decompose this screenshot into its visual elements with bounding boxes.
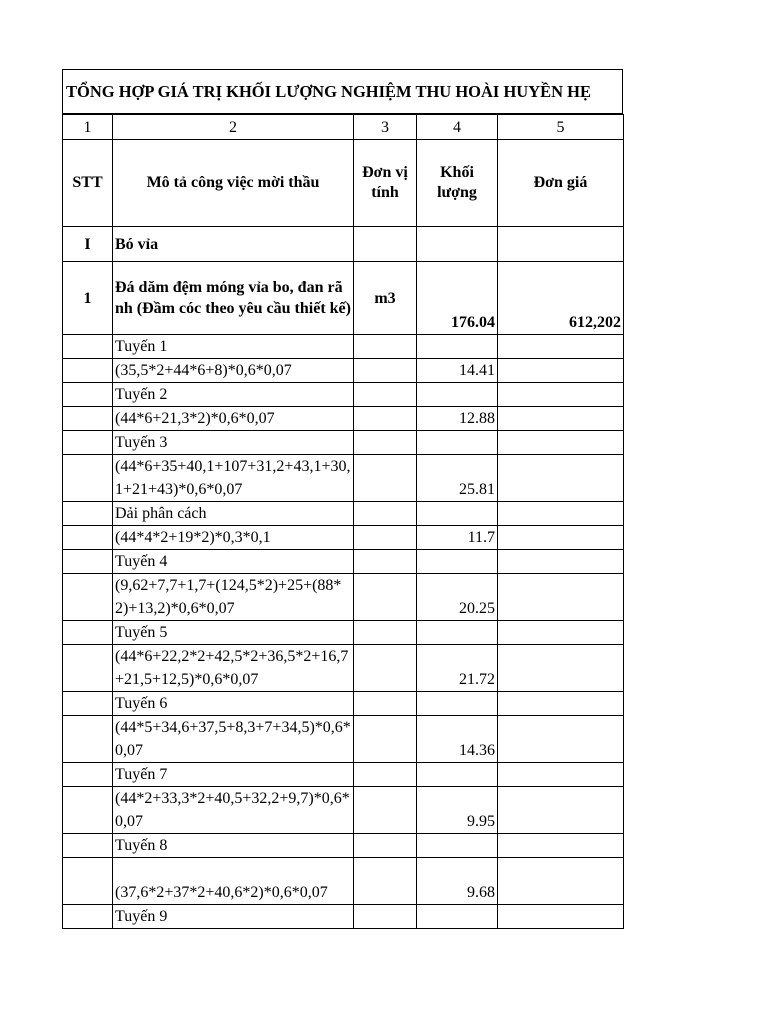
row-description: (44*6+21,3*2)*0,6*0,07 bbox=[113, 407, 354, 431]
row-description: Tuyến 4 bbox=[113, 550, 354, 574]
row-quantity bbox=[417, 335, 498, 359]
empty-cell bbox=[354, 787, 417, 834]
table-row bbox=[63, 645, 624, 692]
empty-cell bbox=[354, 359, 417, 383]
section-name: Bó vỉa bbox=[113, 227, 354, 262]
table-row bbox=[63, 905, 624, 929]
item-description: Đá dăm đệm móng vỉa bo, đan rãnh (Đầm cóc theo yêu cầu thiết kế) bbox=[113, 262, 354, 335]
empty-cell bbox=[354, 763, 417, 787]
table-row bbox=[63, 502, 624, 526]
table-row bbox=[63, 858, 624, 905]
empty-cell bbox=[63, 574, 113, 621]
empty-cell bbox=[354, 502, 417, 526]
sheet-title: TỔNG HỢP GIÁ TRỊ KHỐI LƯỢNG NGHIỆM THU HOÀI HUYỀN HẸ bbox=[62, 69, 623, 114]
column-number: 2 bbox=[113, 115, 354, 140]
empty-cell bbox=[498, 407, 624, 431]
row-description: (35,5*2+44*6+8)*0,6*0,07 bbox=[113, 359, 354, 383]
row-description: Dải phân cách bbox=[113, 502, 354, 526]
row-description: (44*2+33,3*2+40,5+32,2+9,7)*0,6*0,07 bbox=[113, 787, 354, 834]
table-row bbox=[63, 455, 624, 502]
row-quantity: 25.81 bbox=[417, 455, 498, 502]
row-description: Tuyến 5 bbox=[113, 621, 354, 645]
row-quantity: 14.36 bbox=[417, 716, 498, 763]
empty-cell bbox=[498, 550, 624, 574]
empty-cell bbox=[63, 359, 113, 383]
empty-cell bbox=[354, 455, 417, 502]
row-description: (44*6+22,2*2+42,5*2+36,5*2+16,7+21,5+12,5)*0,6*0,07 bbox=[113, 645, 354, 692]
empty-cell bbox=[498, 431, 624, 455]
table-row bbox=[63, 550, 624, 574]
empty-cell bbox=[498, 335, 624, 359]
header-unit-price: Đơn giá bbox=[498, 140, 624, 227]
item-unit: m3 bbox=[354, 262, 417, 335]
empty-cell bbox=[498, 227, 624, 262]
row-description: Tuyến 3 bbox=[113, 431, 354, 455]
row-quantity: 12.88 bbox=[417, 407, 498, 431]
empty-cell bbox=[63, 431, 113, 455]
row-quantity bbox=[417, 550, 498, 574]
item-row bbox=[63, 262, 624, 335]
empty-cell bbox=[498, 692, 624, 716]
row-description: (37,6*2+37*2+40,6*2)*0,6*0,07 bbox=[113, 858, 354, 905]
column-number: 4 bbox=[417, 115, 498, 140]
row-quantity bbox=[417, 431, 498, 455]
table-row bbox=[63, 407, 624, 431]
row-quantity: 14.41 bbox=[417, 359, 498, 383]
row-description: Tuyến 8 bbox=[113, 834, 354, 858]
row-quantity bbox=[417, 763, 498, 787]
empty-cell bbox=[354, 383, 417, 407]
empty-cell bbox=[354, 716, 417, 763]
row-quantity: 21.72 bbox=[417, 645, 498, 692]
item-stt: 1 bbox=[63, 262, 113, 335]
empty-cell bbox=[63, 787, 113, 834]
row-quantity bbox=[417, 834, 498, 858]
row-quantity bbox=[417, 692, 498, 716]
empty-cell bbox=[498, 763, 624, 787]
empty-cell bbox=[498, 383, 624, 407]
empty-cell bbox=[63, 407, 113, 431]
empty-cell bbox=[498, 787, 624, 834]
table-row bbox=[63, 383, 624, 407]
empty-cell bbox=[498, 574, 624, 621]
row-quantity bbox=[417, 502, 498, 526]
empty-cell bbox=[63, 834, 113, 858]
table-row bbox=[63, 621, 624, 645]
empty-cell bbox=[63, 858, 113, 905]
empty-cell bbox=[63, 550, 113, 574]
table-row bbox=[63, 359, 624, 383]
table-row bbox=[63, 431, 624, 455]
column-number: 5 bbox=[498, 115, 624, 140]
column-number-row bbox=[63, 115, 624, 140]
column-number: 3 bbox=[354, 115, 417, 140]
row-quantity bbox=[417, 621, 498, 645]
empty-cell bbox=[498, 526, 624, 550]
empty-cell bbox=[354, 407, 417, 431]
table-row bbox=[63, 763, 624, 787]
header-stt: STT bbox=[63, 140, 113, 227]
table-row bbox=[63, 335, 624, 359]
row-description: Tuyến 1 bbox=[113, 335, 354, 359]
table-row bbox=[63, 716, 624, 763]
empty-cell bbox=[354, 335, 417, 359]
empty-cell bbox=[498, 359, 624, 383]
header-row bbox=[63, 140, 624, 227]
header-unit: Đơn vị tính bbox=[354, 140, 417, 227]
row-quantity: 9.95 bbox=[417, 787, 498, 834]
empty-cell bbox=[417, 227, 498, 262]
empty-cell bbox=[63, 716, 113, 763]
row-description: (44*4*2+19*2)*0,3*0,1 bbox=[113, 526, 354, 550]
row-description: (9,62+7,7+1,7+(124,5*2)+25+(88*2)+13,2)*0,6*0,07 bbox=[113, 574, 354, 621]
row-description: Tuyến 6 bbox=[113, 692, 354, 716]
empty-cell bbox=[354, 645, 417, 692]
empty-cell bbox=[354, 550, 417, 574]
item-unit-price: 612,202 bbox=[498, 262, 624, 335]
empty-cell bbox=[63, 455, 113, 502]
row-quantity: 11.7 bbox=[417, 526, 498, 550]
empty-cell bbox=[498, 858, 624, 905]
empty-cell bbox=[354, 834, 417, 858]
table-row bbox=[63, 526, 624, 550]
empty-cell bbox=[498, 621, 624, 645]
empty-cell bbox=[354, 431, 417, 455]
empty-cell bbox=[354, 692, 417, 716]
empty-cell bbox=[63, 905, 113, 929]
empty-cell bbox=[498, 455, 624, 502]
section-stt: I bbox=[63, 227, 113, 262]
row-quantity: 9.68 bbox=[417, 858, 498, 905]
empty-cell bbox=[498, 716, 624, 763]
table-row bbox=[63, 574, 624, 621]
empty-cell bbox=[63, 692, 113, 716]
row-description: Tuyến 2 bbox=[113, 383, 354, 407]
empty-cell bbox=[354, 858, 417, 905]
row-quantity bbox=[417, 383, 498, 407]
empty-cell bbox=[498, 502, 624, 526]
item-quantity: 176.04 bbox=[417, 262, 498, 335]
empty-cell bbox=[354, 621, 417, 645]
section-row bbox=[63, 227, 624, 262]
empty-cell bbox=[498, 645, 624, 692]
row-description: Tuyến 7 bbox=[113, 763, 354, 787]
empty-cell bbox=[498, 905, 624, 929]
empty-cell bbox=[63, 335, 113, 359]
empty-cell bbox=[354, 227, 417, 262]
row-description: (44*5+34,6+37,5+8,3+7+34,5)*0,6*0,07 bbox=[113, 716, 354, 763]
row-description: Tuyến 9 bbox=[113, 905, 354, 929]
empty-cell bbox=[354, 905, 417, 929]
empty-cell bbox=[63, 621, 113, 645]
empty-cell bbox=[63, 526, 113, 550]
table-row bbox=[63, 787, 624, 834]
column-number: 1 bbox=[63, 115, 113, 140]
empty-cell bbox=[63, 383, 113, 407]
row-quantity bbox=[417, 905, 498, 929]
empty-cell bbox=[63, 645, 113, 692]
row-quantity: 20.25 bbox=[417, 574, 498, 621]
table-row bbox=[63, 692, 624, 716]
row-description: (44*6+35+40,1+107+31,2+43,1+30,1+21+43)*0,6*0,07 bbox=[113, 455, 354, 502]
table-row bbox=[63, 834, 624, 858]
empty-cell bbox=[498, 834, 624, 858]
empty-cell bbox=[63, 763, 113, 787]
empty-cell bbox=[63, 502, 113, 526]
empty-cell bbox=[354, 526, 417, 550]
empty-cell bbox=[354, 574, 417, 621]
spreadsheet bbox=[62, 69, 623, 929]
quantity-table bbox=[62, 114, 624, 929]
header-description: Mô tả công việc mời thầu bbox=[113, 140, 354, 227]
header-quantity: Khối lượng bbox=[417, 140, 498, 227]
